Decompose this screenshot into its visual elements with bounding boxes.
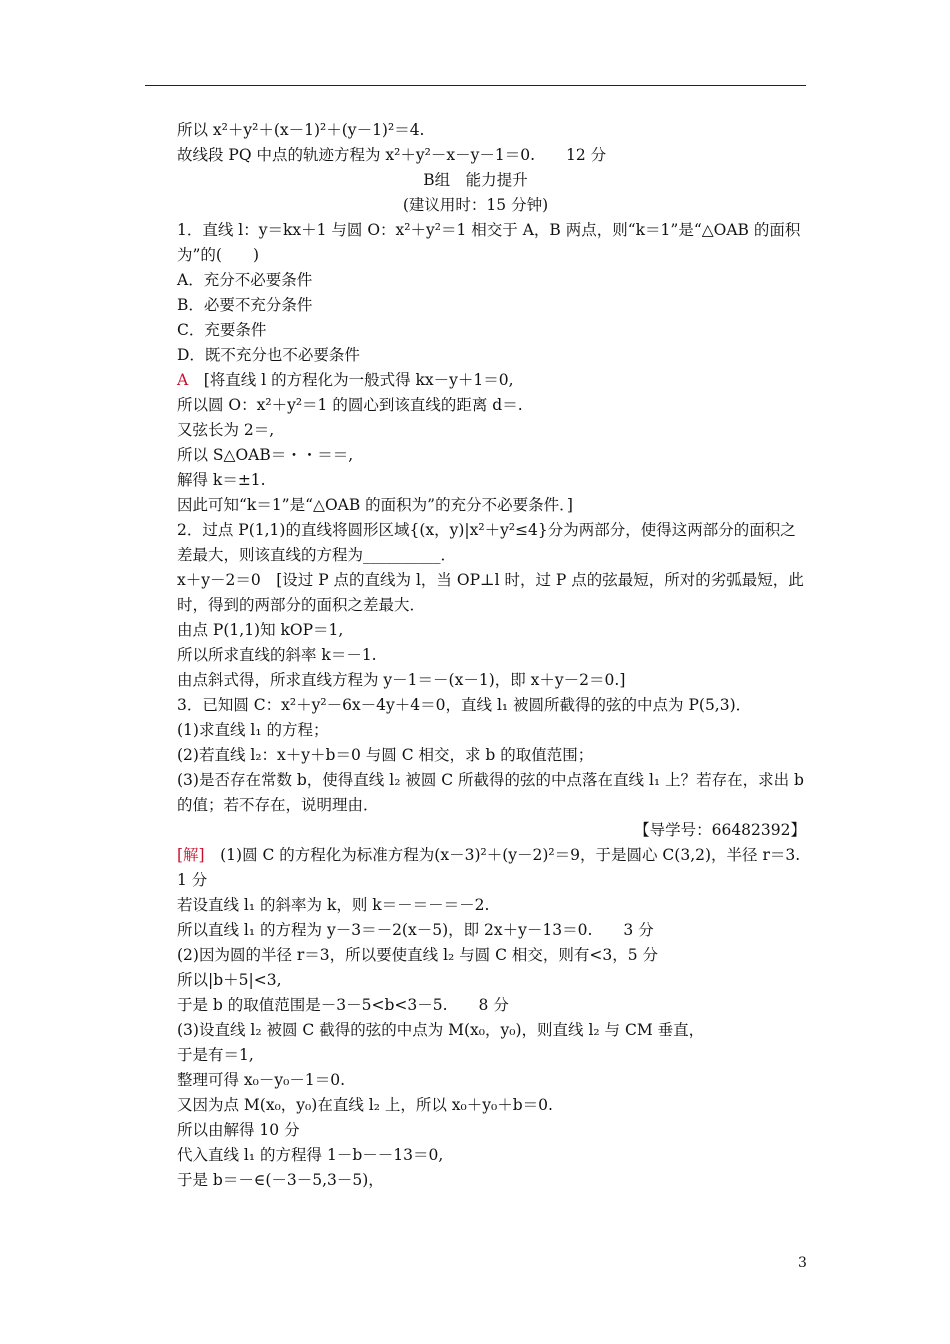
reference-number: 【导学号：66482392】 <box>634 821 806 839</box>
solution-label: [解] <box>177 846 205 864</box>
question-3: 3．已知圆 C：x²＋y²－6x－4y＋4＝0，直线 l₁ 被圆所截得的弦的中点为 P(5,3)． <box>177 696 752 714</box>
text-line: 所以 x²＋y²＋(x－1)²＋(y－1)²＝4. <box>177 121 425 139</box>
text-line: 解得 k＝±1. <box>177 471 266 489</box>
text-line: (3)设直线 l₂ 被圆 C 截得的弦的中点为 M(x₀，y₀)，则直线 l₂ 与 CM 垂直， <box>177 1021 705 1039</box>
text-line: 故线段 PQ 中点的轨迹方程为 x²＋y²－x－y－1＝0. 12 分 <box>177 146 607 164</box>
option-a: A．充分不必要条件 <box>177 271 313 289</box>
option-d: D．既不充分也不必要条件 <box>177 346 360 364</box>
text-line: 又因为点 M(x₀，y₀)在直线 l₂ 上，所以 x₀＋y₀＋b＝0. <box>177 1096 553 1114</box>
text-line: (1)求直线 l₁ 的方程； <box>177 721 329 739</box>
text-line: 所以由解得 10 分 <box>177 1121 300 1139</box>
answer-label: A <box>177 371 189 389</box>
option-c: C．充要条件 <box>177 321 267 339</box>
question-2: 2．过点 P(1,1)的直线将圆形区域{(x，y)|x²＋y²≤4}分为两部分，使得这两部分的面积之差最大，则该直线的方程为__________． <box>177 521 796 564</box>
section-subheading: (建议用时：15 分钟) <box>402 196 549 214</box>
text-line: (3)是否存在常数 b，使得直线 l₂ 被圆 C 所截得的弦的中点落在直线 l₁ 上？若存在，求出 b 的值；若不存在，说明理由． <box>177 771 804 814</box>
page-number: 3 <box>798 1255 807 1271</box>
text-line: 由点 P(1,1)知 kOP＝1, <box>177 621 344 639</box>
text-line: (1)圆 C 的方程化为标准方程为(x－3)²＋(y－2)²＝9，于是圆心 C(3,2)，半径 r＝3. 1 分 <box>177 846 832 889</box>
question-1: 1．直线 l：y＝kx＋1 与圆 O：x²＋y²＝1 相交于 A，B 两点，则“k＝1”是“△OAB 的面积为”的( ) <box>177 221 801 264</box>
text-line: 于是 b 的取值范围是－3－5<b<3－5. 8 分 <box>177 996 509 1014</box>
section-heading: B组 能力提升 <box>423 171 528 189</box>
text-line: 整理可得 x₀－y₀－1＝0. <box>177 1071 346 1089</box>
text-line: 所以圆 O：x²＋y²＝1 的圆心到该直线的距离 d＝. <box>177 396 523 414</box>
solution-3 <box>145 843 832 893</box>
header-rule <box>145 85 806 86</box>
answer-2: x＋y－2＝0 [设过 P 点的直线为 l，当 OP⊥l 时，过 P 点的弦最短，所对的劣弧最短，此时，得到的两部分的面积之差最大． <box>177 571 804 614</box>
text-line: 所以直线 l₁ 的方程为 y－3＝－2(x－5)，即 2x＋y－13＝0. 3 分 <box>177 921 654 939</box>
text-line: 于是有＝1, <box>177 1046 254 1064</box>
text-line: 于是 b＝－∈(－3－5,3－5)， <box>177 1171 384 1189</box>
text-line: 代入直线 l₁ 的方程得 1－b－－13＝0, <box>177 1146 444 1164</box>
answer-1 <box>145 368 806 393</box>
text-line: 所以 S△OAB＝・・＝＝, <box>177 446 354 464</box>
text-line: 所以所求直线的斜率 k＝－1. <box>177 646 377 664</box>
text-line: 由点斜式得，所求直线方程为 y－1＝－(x－1)，即 x＋y－2＝0.] <box>177 671 626 689</box>
text-line: [将直线 l 的方程化为一般式得 kx－y＋1＝0, <box>203 371 514 389</box>
text-line: 又弦长为 2＝, <box>177 421 275 439</box>
text-line: (2)若直线 l₂：x＋y＋b＝0 与圆 C 相交，求 b 的取值范围； <box>177 746 594 764</box>
text-line: 因此可知“k＝1”是“△OAB 的面积为”的充分不必要条件．] <box>177 496 573 514</box>
option-b: B．必要不充分条件 <box>177 296 313 314</box>
text-line: 若设直线 l₁ 的斜率为 k，则 k＝－＝－＝－2. <box>177 896 490 914</box>
text-line: 所以|b＋5|<3, <box>177 971 282 989</box>
text-line: (2)因为圆的半径 r＝3，所以要使直线 l₂ 与圆 C 相交，则有<3，5 分 <box>177 946 659 964</box>
document-body <box>145 118 832 1193</box>
